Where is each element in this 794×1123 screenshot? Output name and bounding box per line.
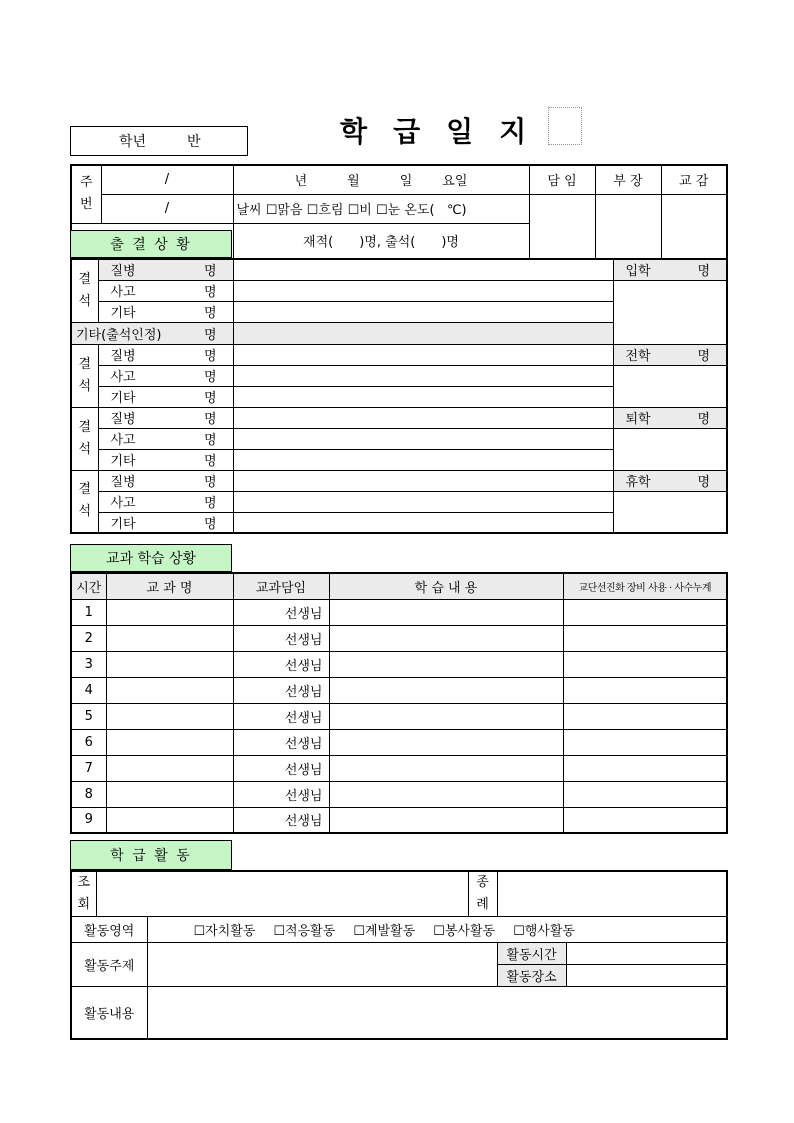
content-cell[interactable]	[329, 651, 563, 677]
teacher-cell[interactable]: 선생님	[233, 677, 329, 703]
transfer-label: 입학	[625, 264, 651, 280]
reason-detail[interactable]	[233, 386, 613, 407]
reason-detail[interactable]	[233, 322, 613, 344]
content-cell[interactable]	[329, 807, 563, 833]
subject-cell[interactable]	[106, 651, 233, 677]
reason-detail[interactable]	[233, 512, 613, 533]
area-option[interactable]: 자치활동	[205, 924, 256, 939]
reason-detail[interactable]	[233, 470, 613, 491]
reason-label: 사고	[110, 496, 136, 511]
attendance-table: 결 석 질병 명 입학 명 사고 명 기타 명 기타(출석인정) 명 결 석 질병 명 전학 명 사고 명 기타 명 결 석 질병 명 퇴학 명 사고 명 기타 명 결 석 질병 명 휴학 명 사고 명 기타 명	[70, 258, 728, 534]
reason-label: 기타	[110, 454, 136, 469]
reason-label: 사고	[110, 433, 136, 448]
area-option[interactable]: 계발활동	[364, 924, 416, 939]
reason-detail[interactable]	[233, 449, 613, 470]
teacher-cell[interactable]: 선생님	[233, 755, 329, 781]
subject-cell[interactable]	[106, 677, 233, 703]
teacher-cell[interactable]: 선생님	[233, 781, 329, 807]
reason-label: 기타	[110, 516, 136, 532]
approver-label: 담 임	[529, 165, 595, 194]
absence-label: 결 석	[71, 344, 98, 407]
reason-label: 질병	[110, 349, 136, 364]
equipment-cell[interactable]	[563, 729, 727, 755]
morning-label: 조 회	[71, 871, 96, 917]
column-header: 교과담임	[233, 573, 329, 599]
absence-label: 결 석	[71, 470, 98, 533]
title-char: 급	[393, 115, 421, 148]
grade-label: 학년	[119, 134, 147, 150]
reason-detail[interactable]	[233, 407, 613, 428]
column-header: 교 과 명	[106, 573, 233, 599]
transfer-label: 퇴학	[625, 412, 651, 427]
attendance-header: 출 결 상 황	[70, 230, 232, 258]
class-box[interactable]	[70, 126, 248, 156]
approver-sign[interactable]	[595, 194, 661, 259]
activity-header: 학 급 활 동	[70, 840, 232, 870]
stamp-box	[548, 107, 582, 145]
activity-table	[70, 870, 728, 1040]
study-header: 교과 학습 상황	[70, 544, 232, 572]
content-cell[interactable]	[329, 703, 563, 729]
weather-field[interactable]: 날씨 ☐맑음 ☐흐림 ☐비 ☐눈 온도( ℃)	[233, 194, 529, 223]
period-number: 1	[71, 599, 106, 625]
reason-label: 기타	[110, 306, 136, 321]
reason-label: 질병	[110, 264, 136, 280]
content-cell[interactable]	[329, 625, 563, 651]
period-number: 2	[71, 625, 106, 651]
content-cell[interactable]	[329, 755, 563, 781]
column-header: 교단선진화 장비 사용 · 사수누계	[563, 573, 727, 599]
transfer-detail[interactable]	[613, 491, 727, 533]
week-label: 주 번	[71, 165, 101, 223]
subject-cell[interactable]	[106, 729, 233, 755]
reason-label: 사고	[110, 285, 136, 300]
reason-detail[interactable]	[233, 491, 613, 512]
transfer-detail[interactable]	[613, 428, 727, 470]
reason-label: 기타	[110, 391, 136, 406]
date-field[interactable]: 년 월 일 요일	[233, 165, 529, 194]
closing-field[interactable]	[497, 871, 727, 917]
reason-detail[interactable]	[233, 259, 613, 280]
closing-label: 종 례	[468, 871, 497, 917]
area-option[interactable]: 적응활동	[285, 924, 336, 939]
absence-label: 결 석	[71, 259, 98, 322]
place-label: 활동장소	[497, 965, 566, 987]
reason-label: 질병	[110, 475, 136, 490]
approver-label: 교 감	[661, 165, 727, 194]
teacher-cell[interactable]: 선생님	[233, 625, 329, 651]
title-char: 지	[499, 115, 527, 148]
equipment-cell[interactable]	[563, 807, 727, 833]
content-label: 활동내용	[71, 987, 147, 1039]
transfer-detail[interactable]	[613, 280, 727, 344]
subject-cell[interactable]	[106, 625, 233, 651]
subject-cell[interactable]	[106, 703, 233, 729]
content-cell[interactable]	[329, 781, 563, 807]
approver-label: 부 장	[595, 165, 661, 194]
approver-sign[interactable]	[661, 194, 727, 259]
equipment-cell[interactable]	[563, 599, 727, 625]
time-field[interactable]	[566, 943, 727, 965]
period-number: 9	[71, 807, 106, 833]
area-option[interactable]: 행사활동	[524, 924, 575, 939]
subject-cell[interactable]	[106, 781, 233, 807]
theme-label: 활동주제	[71, 943, 147, 987]
period-number: 8	[71, 781, 106, 807]
area-option[interactable]: 봉사활동	[444, 924, 496, 939]
title-char: 학	[340, 115, 368, 148]
reason-label: 사고	[110, 370, 136, 385]
reason-detail[interactable]	[233, 428, 613, 449]
equipment-cell[interactable]	[563, 677, 727, 703]
morning-field[interactable]	[96, 871, 468, 917]
area-label: 활동영역	[71, 917, 147, 943]
reason-detail[interactable]	[233, 301, 613, 322]
place-field[interactable]	[566, 965, 727, 987]
content-field[interactable]	[147, 987, 727, 1039]
column-header: 시간	[71, 573, 106, 599]
equipment-cell[interactable]	[563, 625, 727, 651]
period-number: 7	[71, 755, 106, 781]
equipment-cell[interactable]	[563, 651, 727, 677]
reason-label: 질병	[110, 412, 136, 427]
page-title	[340, 110, 560, 150]
transfer-label: 휴학	[625, 475, 651, 490]
subject-cell[interactable]	[106, 599, 233, 625]
week-range-2[interactable]: /	[101, 194, 233, 223]
content-cell[interactable]	[329, 677, 563, 703]
equipment-cell[interactable]	[563, 703, 727, 729]
enrollment-text[interactable]: 재적( )명, 출석( )명	[233, 223, 529, 259]
content-cell[interactable]	[329, 729, 563, 755]
period-number: 3	[71, 651, 106, 677]
transfer-detail[interactable]	[613, 365, 727, 407]
class-label: 반	[187, 134, 201, 150]
subject-cell[interactable]	[106, 807, 233, 833]
reason-detail[interactable]	[233, 280, 613, 301]
other-recognized-label: 기타(출석인정)	[76, 327, 162, 343]
study-table	[70, 572, 728, 834]
equipment-cell[interactable]	[563, 781, 727, 807]
theme-field[interactable]	[147, 943, 497, 987]
period-number: 6	[71, 729, 106, 755]
area-options[interactable]: ☐자치활동 ☐적응활동 ☐계발활동 ☐봉사활동 ☐행사활동	[147, 917, 727, 943]
transfer-label: 전학	[625, 349, 651, 364]
time-label: 활동시간	[497, 943, 566, 965]
reason-detail[interactable]	[233, 344, 613, 365]
equipment-cell[interactable]	[563, 755, 727, 781]
subject-cell[interactable]	[106, 755, 233, 781]
teacher-cell[interactable]: 선생님	[233, 807, 329, 833]
period-number: 4	[71, 677, 106, 703]
teacher-cell[interactable]: 선생님	[233, 729, 329, 755]
content-cell[interactable]	[329, 599, 563, 625]
column-header: 학 습 내 용	[329, 573, 563, 599]
title-char: 일	[446, 115, 474, 148]
teacher-cell[interactable]: 선생님	[233, 651, 329, 677]
teacher-cell[interactable]: 선생님	[233, 599, 329, 625]
approver-sign[interactable]	[529, 194, 595, 259]
week-range-1[interactable]: /	[101, 165, 233, 194]
period-number: 5	[71, 703, 106, 729]
teacher-cell[interactable]: 선생님	[233, 703, 329, 729]
reason-detail[interactable]	[233, 365, 613, 386]
absence-label: 결 석	[71, 407, 98, 470]
